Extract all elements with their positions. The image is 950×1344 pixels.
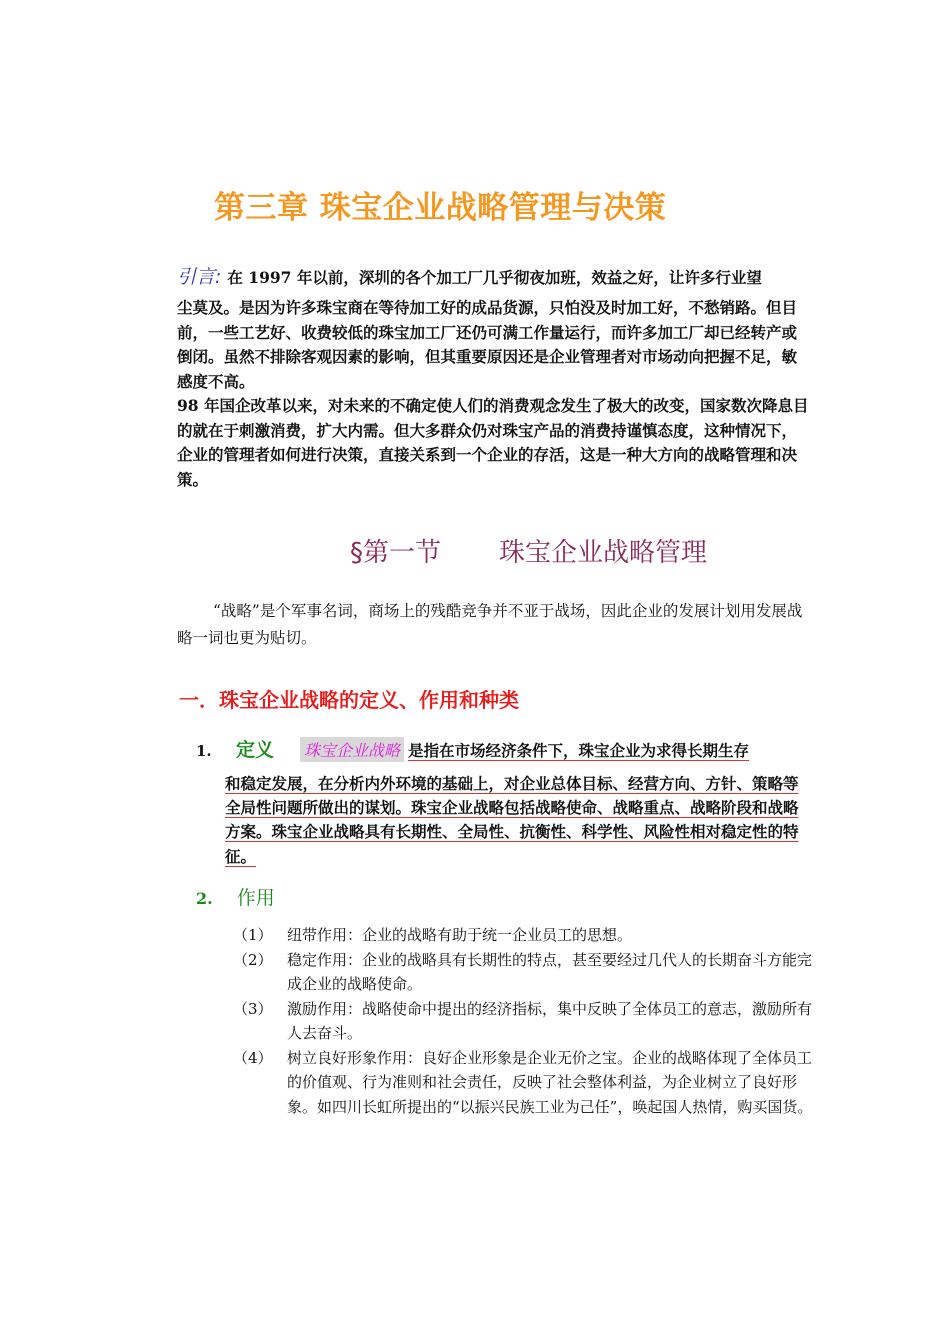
intro-first-text: 在 1997 年以前，深圳的各个加工厂几乎彻夜加班，效益之好，让许多行业望 (227, 268, 762, 287)
definition-heading: 定义 (236, 739, 275, 761)
function-heading (196, 883, 275, 910)
definition-rest-text: 和稳定发展，在分析内外环境的基础上，对企业总体目标、经营方向、方针、策略等全局性问题所做出的谋划。珠宝企业战略包括战略使命、战略重点、战略阶段和战略方案。珠宝企业战略具有长期性、全局性、抗衡性、科学性、风险性相对稳定性的特征。 (225, 774, 799, 866)
list-item-text: 激励作用：战略使命中提出的经济指标，集中反映了全体员工的意志，激励所有人去奋斗。 (287, 999, 813, 1042)
function-title: 作用 (236, 887, 275, 909)
list-item-index: （3） (233, 999, 273, 1018)
list-item (233, 923, 813, 948)
intro-label: 引言: (177, 266, 222, 288)
list-item (233, 997, 813, 1046)
list-item (233, 948, 813, 997)
section-name: 珠宝企业战略管理 (499, 538, 708, 568)
section-title (350, 532, 707, 569)
section-number: §第一节 (350, 538, 442, 568)
list-item-text: 纽带作用：企业的战略有助于统一企业员工的思想。 (287, 926, 633, 944)
intro-first-line (177, 262, 809, 293)
heading-1: 一．珠宝企业战略的定义、作用和种类 (179, 688, 519, 712)
section-paragraph: “战略”是个军事名词，商场上的残酷竞争并不亚于战场，因此企业的发展计划用发展战略一词也更为贴切。 (177, 602, 803, 647)
intro-paragraph-2: 98 年国企改革以来，对未来的不确定使人们的消费观念发生了极大的改变，国家数次降息目的就在于刺激消费，扩大内需。但大多群众仍对珠宝产品的消费持谨慎态度，这种情况下，企业的管理者如何进行决策，直接关系到一个企业的存活，这是一种大方向的战略管理和决策。 (177, 396, 809, 489)
list-item-index: （4） (233, 1048, 273, 1067)
list-item-index: （2） (233, 950, 273, 969)
function-list (233, 923, 813, 1119)
definition-first-text: 是指在市场经济条件下，珠宝企业为求得长期生存 (408, 741, 750, 760)
function-number: 2. (196, 889, 213, 908)
list-item-index: （1） (233, 926, 273, 944)
intro-block (177, 262, 809, 492)
definition-first-line (196, 735, 749, 763)
list-item (233, 1046, 813, 1120)
list-item-text: 树立良好形象作用：良好企业形象是企业无价之宝。企业的战略体现了全体员工的价值观、行为准则和社会责任，反映了社会整体利益，为企业树立了良好形象。如四川长虹所提出的“以振兴民族工业为己任”，唤起国人热情，购买国货。 (287, 1048, 813, 1116)
list-item-text: 稳定作用：企业的战略具有长期性的特点，甚至要经过几代人的长期奋斗方能完成企业的战略使命。 (287, 950, 813, 993)
definition-number: 1. (196, 742, 212, 760)
definition-body (225, 772, 807, 869)
chapter-title: 第三章 珠宝企业战略管理与决策 (214, 190, 667, 226)
definition-term: 珠宝企业战略 (300, 737, 404, 762)
intro-paragraph-1: 尘莫及。是因为许多珠宝商在等待加工好的成品货源，只怕没及时加工好，不愁销路。但目前，一些工艺好、收费较低的珠宝加工厂还仍可满工作量运行，而许多加工厂却已经转产或倒闭。虽然不排除客观因素的影响，但其重要原因还是企业管理者对市场动向把握不足，敏感度不高。 (177, 298, 798, 391)
